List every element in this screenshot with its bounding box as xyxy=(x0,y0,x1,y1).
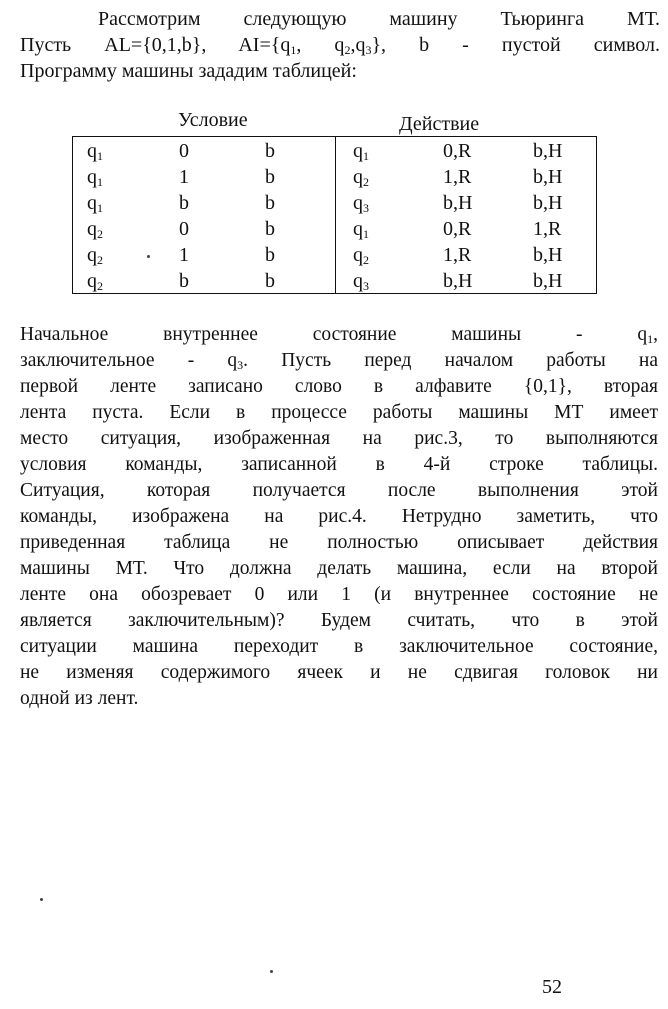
table-cell: $q_2$ xyxy=(353,244,369,267)
table-cell: $q_1$ xyxy=(353,218,369,241)
print-speck xyxy=(40,898,43,901)
body-line-13: ситуации машина переходит в заключительное состояние, xyxy=(20,636,658,657)
table-cell: 0 xyxy=(179,218,189,240)
table-cell: b,H xyxy=(533,166,563,188)
table-cell: $q_1$ xyxy=(87,192,103,215)
body-line-2: заключительное - $q_3$. Пусть перед началом работы на xyxy=(20,350,658,372)
table-cell: $q_2$ xyxy=(87,270,103,293)
body-line-15: одной из лент. xyxy=(20,688,139,709)
table-cell: $q_2$ xyxy=(353,166,369,189)
table-cell: $q_3$ xyxy=(353,270,369,293)
table-cell: 0,R xyxy=(443,140,472,162)
table-divider xyxy=(335,137,336,293)
intro-line-2: Пусть AL={0,1,b}, $AI=\{q_1$, $q_2,q_3$}, b - пустой символ. xyxy=(20,34,661,57)
body-line-4: лента пуста. Если в процессе работы машины МТ имеет xyxy=(20,402,658,423)
body-line-5: место ситуация, изображенная на рис.3, то выполняются xyxy=(20,428,658,449)
intro-line-3: Программу машины зададим таблицей: xyxy=(20,60,357,82)
table-cell: 1,R xyxy=(443,244,472,266)
header-condition: Условие xyxy=(178,109,248,131)
table-cell: b xyxy=(265,166,275,188)
body-line-3: первой ленте записано слово в алфавите {0,1}, вторая xyxy=(20,376,658,397)
body-paragraph xyxy=(20,322,658,712)
table-cell: b,H xyxy=(533,270,563,292)
table-cell: b,H xyxy=(443,192,473,214)
table-cell: 1,R xyxy=(443,166,472,188)
page-number: 52 xyxy=(542,976,562,998)
table-cell: $q_1$ xyxy=(87,140,103,163)
table-cell: b,H xyxy=(533,140,563,162)
table-cell: b xyxy=(265,140,275,162)
table-cell: 0 xyxy=(179,140,189,162)
table-cell: b,H xyxy=(533,244,563,266)
table-cell: 1 xyxy=(179,166,189,188)
header-action: Действие xyxy=(399,113,480,135)
program-table xyxy=(72,136,597,294)
table-cell: $q_3$ xyxy=(353,192,369,215)
table-cell: b xyxy=(265,270,275,292)
body-line-11: ленте она обозревает 0 или 1 (и внутреннее состояние не xyxy=(20,584,658,605)
table-cell: 0,R xyxy=(443,218,472,240)
body-line-8: команды, изображена на рис.4. Нетрудно заметить, что xyxy=(20,506,658,527)
body-line-7: Ситуация, которая получается после выполнения этой xyxy=(20,480,658,501)
body-line-6: условия команды, записанной в 4-й строке таблицы. xyxy=(20,454,658,475)
body-line-1: Начальное внутреннее состояние машины - $q_1$, xyxy=(20,324,658,346)
table-cell: $q_2$ xyxy=(87,218,103,241)
table-cell: 1,R xyxy=(533,218,562,240)
intro-paragraph xyxy=(20,6,660,84)
table-cell: $q_2$ xyxy=(87,244,103,267)
table-cell: b xyxy=(265,192,275,214)
body-line-9: приведенная таблица не полностью описывает действия xyxy=(20,532,658,553)
table-cell: b,H xyxy=(443,270,473,292)
intro-line-1: Рассмотрим следующую машину Тьюринга МТ. xyxy=(98,8,660,30)
body-line-14: не изменяя содержимого ячеек и не сдвигая головок ни xyxy=(20,662,658,683)
table-cell: b xyxy=(179,192,189,214)
print-speck xyxy=(270,970,273,973)
table-cell: b xyxy=(265,244,275,266)
body-line-12: является заключительным)? Будем считать, что в этой xyxy=(20,610,658,631)
table-cell: b xyxy=(179,270,189,292)
print-speck xyxy=(147,255,150,258)
table-cell: b xyxy=(265,218,275,240)
body-line-10: машины МТ. Что должна делать машина, если на второй xyxy=(20,558,658,579)
table-cell: b,H xyxy=(533,192,563,214)
table-cell: $q_1$ xyxy=(353,140,369,163)
table-cell: $q_1$ xyxy=(87,166,103,189)
table-cell: 1 xyxy=(179,244,189,266)
